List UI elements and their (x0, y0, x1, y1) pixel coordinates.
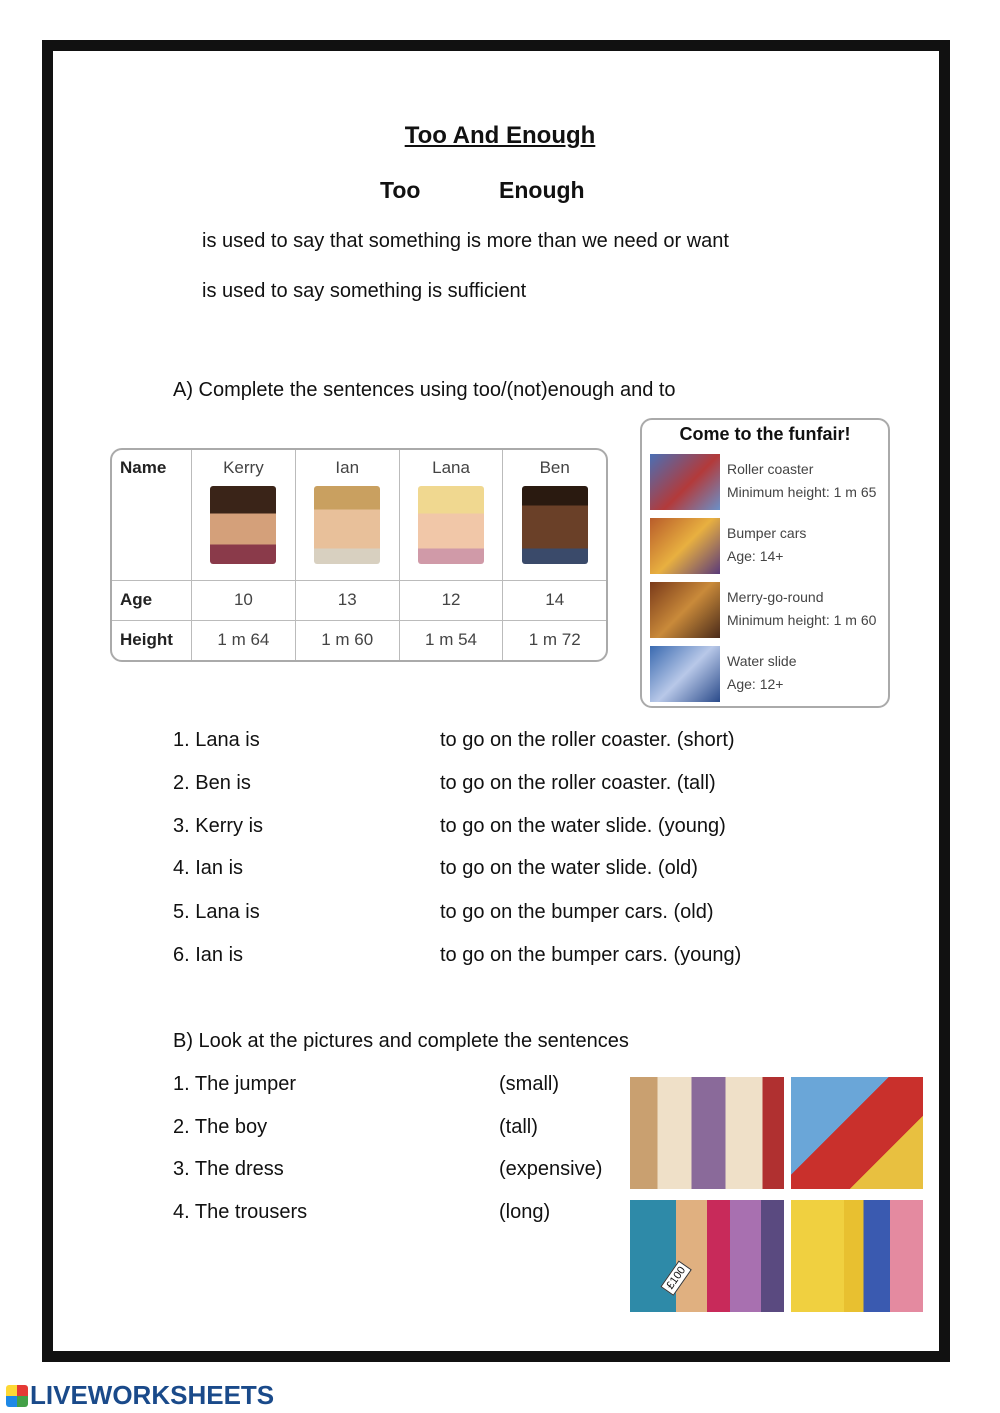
age-cell: 12 (399, 580, 503, 620)
sentence-b4-hint: (long) (499, 1201, 551, 1223)
funfair-title: Come to the funfair! (679, 424, 851, 444)
person-name: Ian (335, 458, 360, 477)
sentence-b3-hint: (expensive) (499, 1158, 603, 1180)
logo-icon (6, 1385, 28, 1407)
ride-name: Bumper cars (727, 525, 807, 541)
sentence-a1-start: 1. Lana is (173, 729, 260, 751)
ride-name: Roller coaster (727, 461, 814, 477)
enough-definition: is used to say something is sufficient (202, 280, 527, 302)
sentence-a6-end: to go on the bumper cars. (young) (440, 944, 742, 966)
ride-bumper-cars (650, 518, 886, 574)
funfair-box (640, 418, 890, 708)
ride-roller-coaster (650, 454, 886, 510)
person-cell (192, 450, 296, 580)
age-cell: 14 (503, 580, 606, 620)
sentence-a1-end: to go on the roller coaster. (short) (440, 729, 735, 751)
sentence-b2-start: 2. The boy (173, 1116, 268, 1138)
height-cell: 1 m 54 (399, 620, 503, 660)
sentence-b2-hint: (tall) (499, 1116, 538, 1138)
ride-requirement: Age: 14+ (727, 548, 784, 564)
ride-name: Water slide (727, 653, 797, 669)
sentence-a3-end: to go on the water slide. (young) (440, 815, 726, 837)
logo-text: LIVEWORKSHEETS (30, 1380, 275, 1410)
ride-water-slide (650, 646, 886, 702)
sentence-a6-start: 6. Ian is (173, 944, 244, 966)
merry-go-round-photo (650, 582, 720, 638)
dress-picture (630, 1200, 784, 1312)
ride-requirement: Minimum height: 1 m 65 (727, 484, 877, 500)
page-title: Too And Enough (404, 122, 596, 149)
jumper-picture (630, 1077, 784, 1189)
person-cell (399, 450, 503, 580)
height-header: Height (112, 620, 192, 660)
roller-coaster-photo (650, 454, 720, 510)
height-cell: 1 m 64 (192, 620, 296, 660)
age-cell: 10 (192, 580, 296, 620)
sentence-b4-start: 4. The trousers (173, 1201, 308, 1223)
person-name: Ben (539, 458, 570, 477)
kerry-photo (210, 486, 276, 564)
person-name: Kerry (223, 458, 264, 477)
sentence-b3-start: 3. The dress (173, 1158, 284, 1180)
too-definition: is used to say that something is more than we need or want (202, 230, 729, 252)
section-a-instruction: A) Complete the sentences using too/(not)enough and to (173, 379, 676, 401)
sentence-b1-start: 1. The jumper (173, 1073, 297, 1095)
sentence-a4-end: to go on the water slide. (old) (440, 857, 698, 879)
price-tag: £100 (660, 1260, 692, 1296)
person-name: Lana (432, 458, 470, 477)
height-cell: 1 m 60 (295, 620, 399, 660)
sentence-b1-hint: (small) (499, 1073, 559, 1095)
lana-photo (418, 486, 484, 564)
trousers-picture (791, 1200, 923, 1312)
too-heading: Too (380, 177, 421, 203)
liveworksheets-logo[interactable] (6, 1380, 274, 1411)
bumper-cars-photo (650, 518, 720, 574)
person-cell (503, 450, 606, 580)
person-cell (295, 450, 399, 580)
boy-height-picture (791, 1077, 923, 1189)
ride-merry-go-round (650, 582, 886, 638)
ian-photo (314, 486, 380, 564)
age-cell: 13 (295, 580, 399, 620)
sentence-a5-start: 5. Lana is (173, 901, 260, 923)
enough-heading: Enough (499, 177, 585, 203)
sentence-a4-start: 4. Ian is (173, 857, 244, 879)
height-cell: 1 m 72 (503, 620, 606, 660)
age-header: Age (112, 580, 192, 620)
people-table (110, 448, 608, 662)
sentence-a5-end: to go on the bumper cars. (old) (440, 901, 714, 923)
sentence-a2-start: 2. Ben is (173, 772, 251, 794)
water-slide-photo (650, 646, 720, 702)
name-header: Name (112, 450, 192, 580)
ride-requirement: Age: 12+ (727, 676, 784, 692)
sentence-a3-start: 3. Kerry is (173, 815, 264, 837)
ben-photo (522, 486, 588, 564)
sentence-a2-end: to go on the roller coaster. (tall) (440, 772, 716, 794)
ride-name: Merry-go-round (727, 589, 824, 605)
ride-requirement: Minimum height: 1 m 60 (727, 612, 877, 628)
section-b-instruction: B) Look at the pictures and complete the sentences (173, 1030, 629, 1052)
